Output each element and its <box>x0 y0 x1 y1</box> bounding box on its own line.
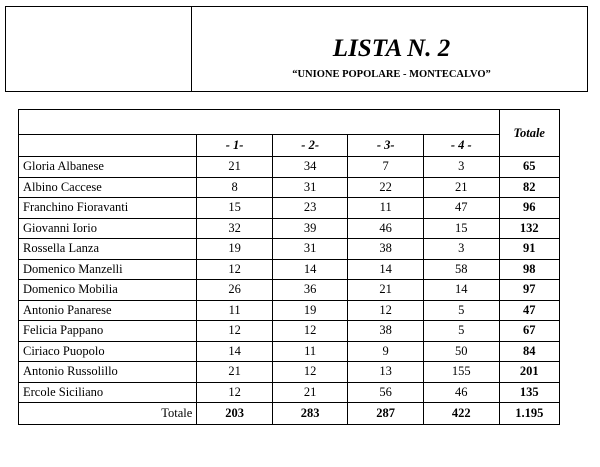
column-total-1: 203 <box>197 403 273 425</box>
top-empty-cell <box>19 110 500 135</box>
candidate-name: Antonio Panarese <box>19 300 197 321</box>
list-header <box>5 6 588 92</box>
vote-cell-3: 22 <box>348 177 424 198</box>
vote-cell-3: 12 <box>348 300 424 321</box>
column-header-row <box>19 135 560 157</box>
table-row <box>19 198 560 219</box>
vote-cell-1: 8 <box>197 177 273 198</box>
vote-cell-2: 39 <box>272 218 348 239</box>
list-subtitle: “UNIONE POPOLARE - MONTECALVO” <box>292 69 491 80</box>
grand-total: 1.195 <box>499 403 560 425</box>
vote-cell-2: 19 <box>272 300 348 321</box>
vote-cell-3: 14 <box>348 259 424 280</box>
vote-cell-3: 38 <box>348 239 424 260</box>
totals-row <box>19 403 560 425</box>
candidate-name: Rossella Lanza <box>19 239 197 260</box>
list-title: LISTA N. 2 <box>332 35 451 62</box>
vote-cell-2: 34 <box>272 157 348 178</box>
vote-cell-1: 21 <box>197 157 273 178</box>
table-row <box>19 362 560 383</box>
candidate-total: 82 <box>499 177 560 198</box>
candidate-total: 132 <box>499 218 560 239</box>
vote-cell-2: 23 <box>272 198 348 219</box>
vote-cell-4: 5 <box>423 300 499 321</box>
candidate-total: 135 <box>499 382 560 403</box>
vote-cell-4: 3 <box>423 239 499 260</box>
candidate-name: Domenico Mobilia <box>19 280 197 301</box>
table-row <box>19 259 560 280</box>
vote-cell-3: 9 <box>348 341 424 362</box>
vote-cell-1: 11 <box>197 300 273 321</box>
total-column-header: Totale <box>499 110 560 157</box>
candidate-total: 65 <box>499 157 560 178</box>
vote-cell-4: 15 <box>423 218 499 239</box>
table-row <box>19 382 560 403</box>
table-row <box>19 280 560 301</box>
vote-cell-2: 31 <box>272 239 348 260</box>
vote-cell-4: 21 <box>423 177 499 198</box>
vote-cell-2: 21 <box>272 382 348 403</box>
column-header-4: - 4 - <box>423 135 499 157</box>
candidate-total: 91 <box>499 239 560 260</box>
candidate-name: Giovanni Iorio <box>19 218 197 239</box>
vote-cell-4: 5 <box>423 321 499 342</box>
table-row <box>19 341 560 362</box>
candidate-name: Antonio Russolillo <box>19 362 197 383</box>
vote-cell-3: 38 <box>348 321 424 342</box>
candidate-name: Felicia Pappano <box>19 321 197 342</box>
vote-cell-3: 13 <box>348 362 424 383</box>
name-column-header <box>19 135 197 157</box>
table-row <box>19 321 560 342</box>
vote-cell-4: 3 <box>423 157 499 178</box>
vote-cell-1: 26 <box>197 280 273 301</box>
vote-cell-4: 155 <box>423 362 499 383</box>
candidate-name: Franchino Fioravanti <box>19 198 197 219</box>
vote-cell-1: 32 <box>197 218 273 239</box>
header-empty-cell <box>6 7 192 91</box>
table-top-row <box>19 110 560 135</box>
candidate-total: 201 <box>499 362 560 383</box>
totals-label: Totale <box>19 403 197 425</box>
vote-cell-2: 14 <box>272 259 348 280</box>
vote-cell-1: 14 <box>197 341 273 362</box>
vote-cell-4: 14 <box>423 280 499 301</box>
table-row <box>19 177 560 198</box>
vote-cell-1: 19 <box>197 239 273 260</box>
vote-cell-1: 12 <box>197 382 273 403</box>
vote-cell-1: 12 <box>197 321 273 342</box>
vote-cell-4: 47 <box>423 198 499 219</box>
vote-cell-4: 46 <box>423 382 499 403</box>
column-header-1: - 1- <box>197 135 273 157</box>
vote-cell-1: 21 <box>197 362 273 383</box>
table-row <box>19 239 560 260</box>
candidate-total: 47 <box>499 300 560 321</box>
candidate-total: 67 <box>499 321 560 342</box>
candidate-total: 96 <box>499 198 560 219</box>
vote-cell-3: 46 <box>348 218 424 239</box>
table-row <box>19 157 560 178</box>
candidate-name: Ercole Siciliano <box>19 382 197 403</box>
column-header-3: - 3- <box>348 135 424 157</box>
votes-table <box>18 109 560 425</box>
candidate-name: Gloria Albanese <box>19 157 197 178</box>
vote-cell-1: 15 <box>197 198 273 219</box>
vote-cell-2: 36 <box>272 280 348 301</box>
column-header-2: - 2- <box>272 135 348 157</box>
candidate-name: Domenico Manzelli <box>19 259 197 280</box>
candidate-name: Ciriaco Puopolo <box>19 341 197 362</box>
vote-cell-3: 7 <box>348 157 424 178</box>
table-row <box>19 300 560 321</box>
vote-cell-3: 56 <box>348 382 424 403</box>
vote-cell-4: 50 <box>423 341 499 362</box>
candidate-total: 98 <box>499 259 560 280</box>
candidate-total: 97 <box>499 280 560 301</box>
vote-cell-3: 21 <box>348 280 424 301</box>
vote-cell-2: 12 <box>272 362 348 383</box>
vote-cell-2: 11 <box>272 341 348 362</box>
candidate-total: 84 <box>499 341 560 362</box>
table-row <box>19 218 560 239</box>
vote-cell-3: 11 <box>348 198 424 219</box>
column-total-2: 283 <box>272 403 348 425</box>
candidate-name: Albino Caccese <box>19 177 197 198</box>
vote-cell-4: 58 <box>423 259 499 280</box>
column-total-4: 422 <box>423 403 499 425</box>
vote-cell-2: 31 <box>272 177 348 198</box>
column-total-3: 287 <box>348 403 424 425</box>
vote-cell-2: 12 <box>272 321 348 342</box>
vote-cell-1: 12 <box>197 259 273 280</box>
